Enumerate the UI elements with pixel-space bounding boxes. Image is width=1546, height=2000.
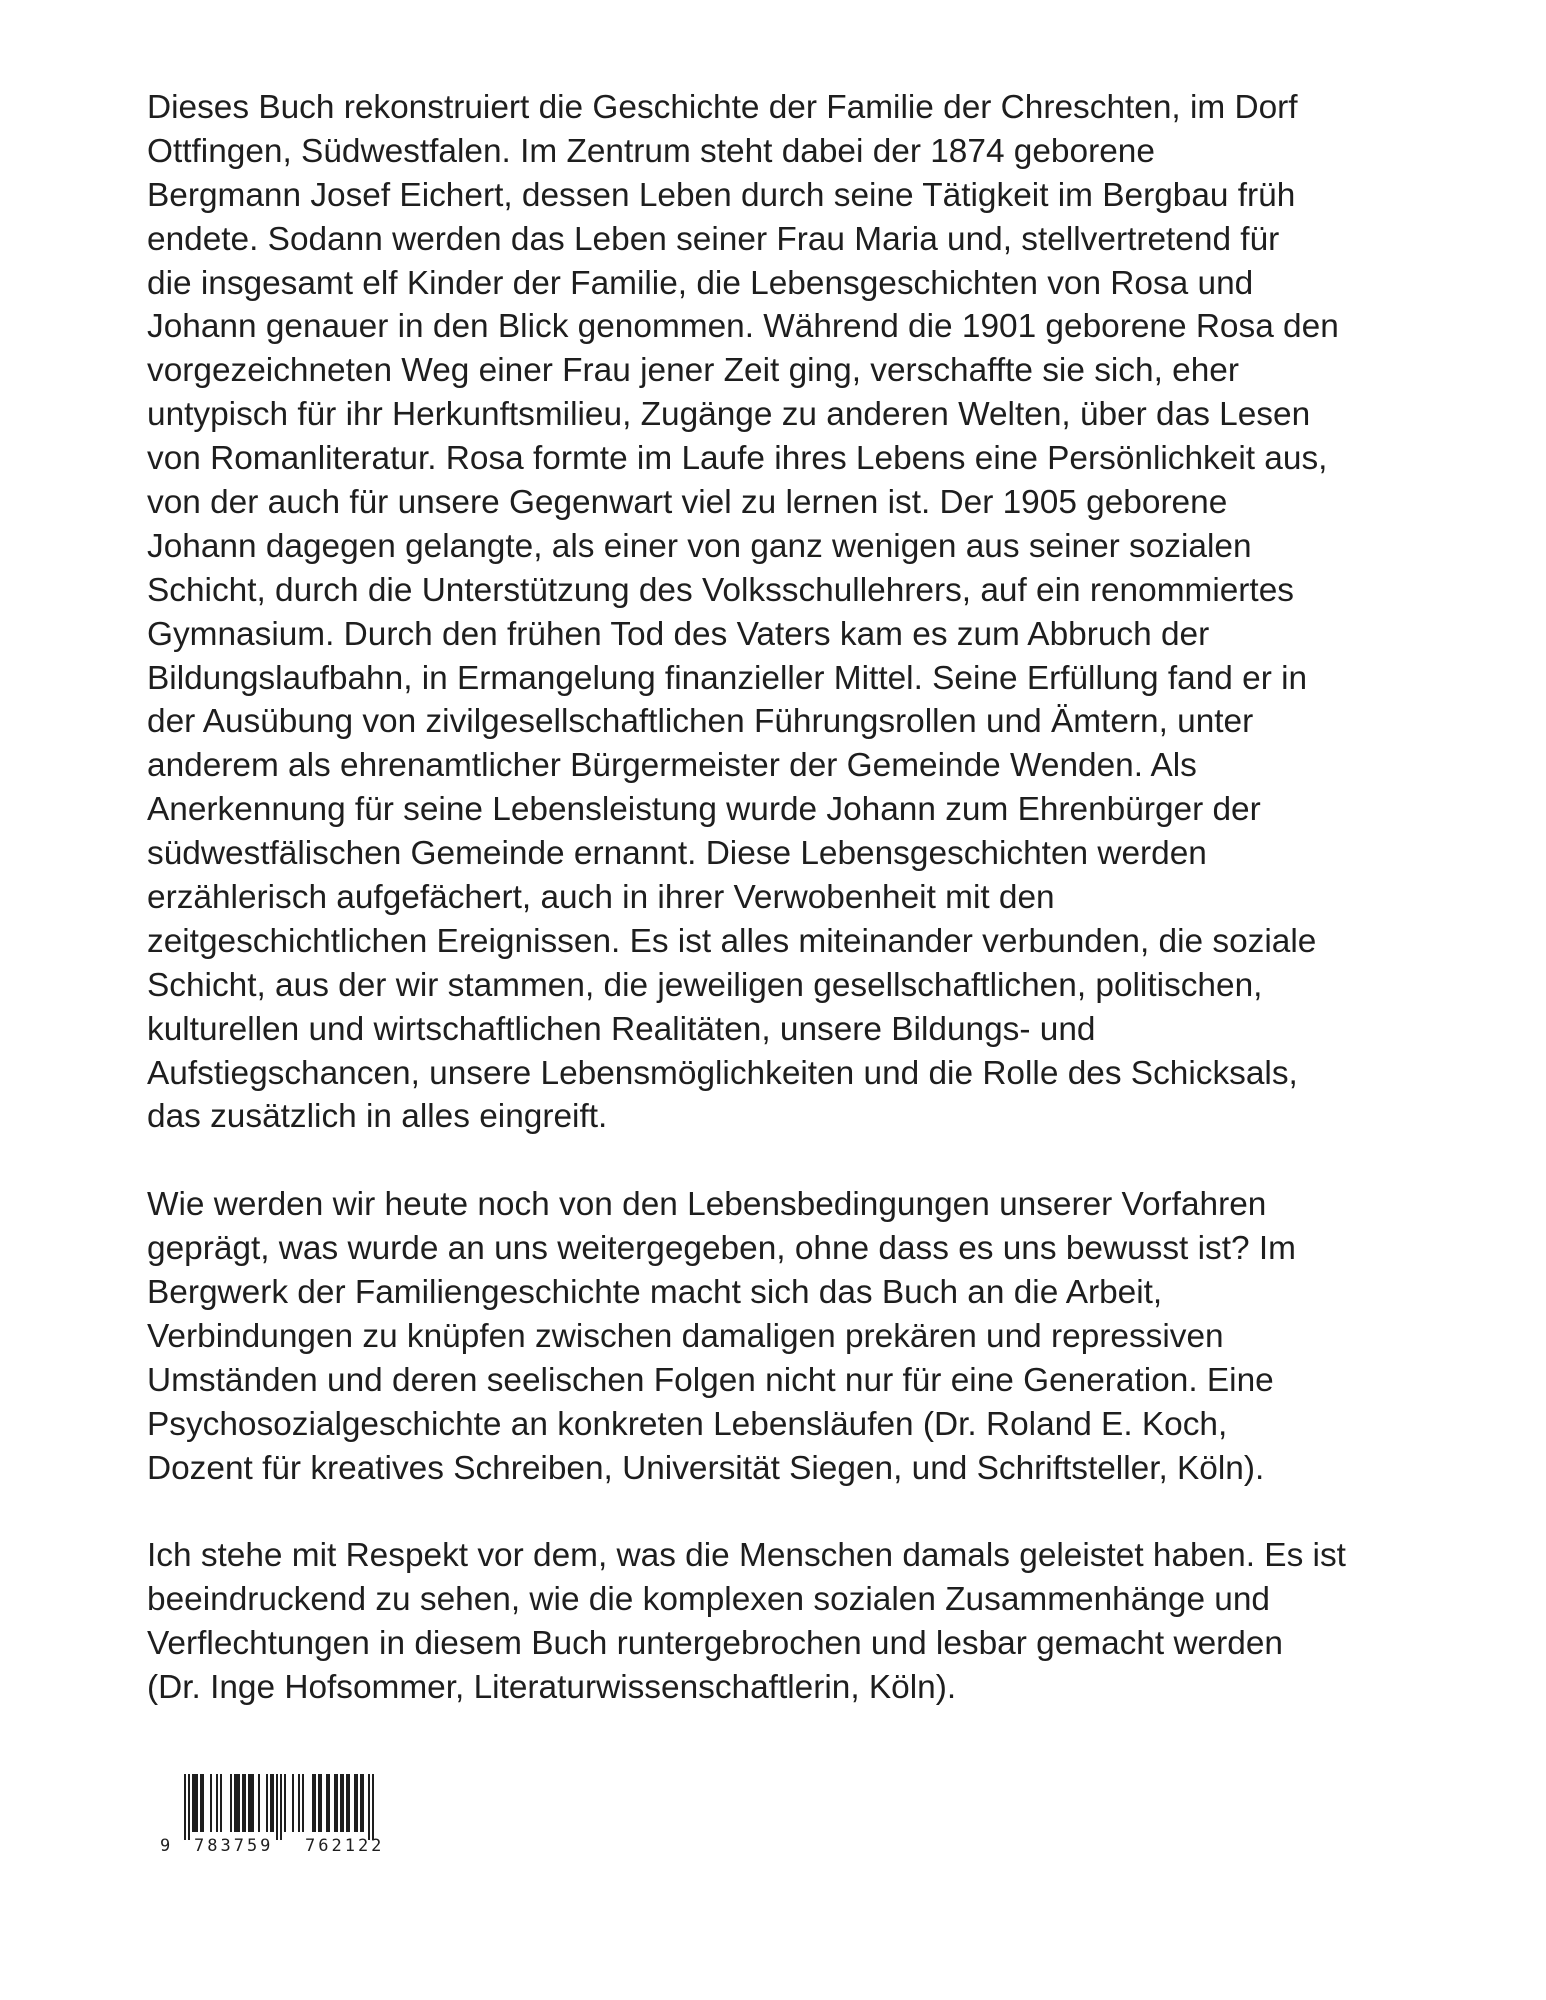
barcode-bar	[188, 1774, 190, 1840]
text-line: vorgezeichneten Weg einer Frau jener Zeit ging, verschaffte sie sich, eher	[147, 352, 1239, 390]
text-line: das zusätzlich in alles eingreift.	[147, 1098, 608, 1136]
barcode-bar	[248, 1774, 250, 1832]
barcode-bar	[200, 1774, 202, 1832]
text-line: Anerkennung für seine Lebensleistung wurde Johann zum Ehrenbürger der	[147, 791, 1261, 829]
text-line: Ottfingen, Südwestfalen. Im Zentrum steht dabei der 1874 geborene	[147, 132, 1155, 170]
barcode-bar	[284, 1774, 286, 1832]
barcode-bar	[372, 1774, 374, 1840]
barcode-bar	[210, 1774, 212, 1832]
barcode-bar	[202, 1774, 204, 1832]
barcode-bar	[314, 1774, 316, 1832]
barcode-bar	[292, 1774, 294, 1832]
paragraph-quote-hofsommer	[147, 1534, 1417, 1710]
barcode-bar	[354, 1774, 356, 1832]
barcode-bar	[356, 1774, 358, 1832]
barcode-bar	[328, 1774, 330, 1832]
barcode-digit-first: 9	[160, 1836, 171, 1856]
barcode-bar	[298, 1774, 300, 1832]
barcode-bar	[362, 1774, 364, 1832]
barcode-bar	[302, 1774, 304, 1832]
text-line: von der auch für unsere Gegenwart viel zu lernen ist. Der 1905 geborene	[147, 484, 1228, 522]
text-line: Verbindungen zu knüpfen zwischen damaligen prekären und repressiven	[147, 1317, 1224, 1355]
text-line: Schicht, aus der wir stammen, die jeweiligen gesellschaftlichen, politischen,	[147, 966, 1263, 1004]
text-line: Aufstiegschancen, unsere Lebensmöglichkeiten und die Rolle des Schicksals,	[147, 1054, 1298, 1092]
barcode-bar	[280, 1774, 282, 1840]
barcode-bar	[340, 1774, 342, 1832]
text-line: endete. Sodann werden das Leben seiner Frau Maria und, stellvertretend für	[147, 220, 1280, 258]
text-line: Johann genauer in den Blick genommen. Während die 1901 geborene Rosa den	[147, 308, 1339, 346]
barcode-bars	[160, 1774, 430, 1844]
isbn-barcode	[160, 1774, 430, 1864]
text-line: Schicht, durch die Unterstützung des Volksschullehrers, auf ein renommiertes	[147, 571, 1294, 609]
barcode-bar	[238, 1774, 240, 1832]
barcode-bar	[192, 1774, 194, 1832]
text-line: anderem als ehrenamtlicher Bürgermeister der Gemeinde Wenden. Als	[147, 747, 1197, 785]
text-line: Bergwerk der Familiengeschichte macht sich das Buch an die Arbeit,	[147, 1274, 1163, 1312]
barcode-bar	[250, 1774, 252, 1832]
barcode-bar	[266, 1774, 268, 1832]
text-line: der Ausübung von zivilgesellschaftlichen Führungsrollen und Ämtern, unter	[147, 703, 1254, 741]
text-line: untypisch für ihr Herkunftsmilieu, Zugänge zu anderen Welten, über das Lesen	[147, 396, 1311, 434]
text-line: Umständen und deren seelischen Folgen nicht nur für eine Generation. Eine	[147, 1361, 1274, 1399]
barcode-bar	[320, 1774, 322, 1832]
barcode-bar	[348, 1774, 350, 1832]
barcode-bar	[236, 1774, 238, 1832]
barcode-bar	[220, 1774, 222, 1832]
text-line: erzählerisch aufgefächert, auch in ihrer Verwobenheit mit den	[147, 879, 1055, 917]
barcode-bar	[272, 1774, 274, 1832]
text-line: Bildungslaufbahn, in Ermangelung finanzieller Mittel. Seine Erfüllung fand er in	[147, 659, 1308, 697]
text-line: (Dr. Inge Hofsommer, Literaturwissenschaftlerin, Köln).	[147, 1669, 957, 1707]
barcode-bar	[234, 1774, 236, 1832]
text-line: Wie werden wir heute noch von den Lebensbedingungen unserer Vorfahren	[147, 1186, 1267, 1224]
text-line: Dozent für kreatives Schreiben, Universität Siegen, und Schriftsteller, Köln).	[147, 1449, 1265, 1487]
text-line: Bergmann Josef Eichert, dessen Leben durch seine Tätigkeit im Bergbau früh	[147, 176, 1296, 214]
text-line: die insgesamt elf Kinder der Familie, die Lebensgeschichten von Rosa und	[147, 264, 1254, 302]
barcode-bar	[312, 1774, 314, 1832]
barcode-bar	[196, 1774, 198, 1832]
barcode-bar	[318, 1774, 320, 1832]
text-line: Gymnasium. Durch den frühen Tod des Vaters kam es zum Abbruch der	[147, 615, 1210, 653]
barcode-bar	[252, 1774, 254, 1832]
barcode-bar	[276, 1774, 278, 1840]
barcode-bar	[244, 1774, 246, 1832]
barcode-bar	[230, 1774, 232, 1832]
barcode-bar	[184, 1774, 186, 1840]
text-line: geprägt, was wurde an uns weitergegeben, ohne dass es uns bewusst ist? Im	[147, 1230, 1296, 1268]
barcode-bar	[242, 1774, 244, 1832]
barcode-bar	[346, 1774, 348, 1832]
text-line: südwestfälischen Gemeinde ernannt. Diese Lebensgeschichten werden	[147, 835, 1207, 873]
barcode-bar	[342, 1774, 344, 1832]
barcode-bar	[336, 1774, 338, 1832]
barcode-bar	[258, 1774, 260, 1832]
text-line: zeitgeschichtlichen Ereignissen. Es ist alles miteinander verbunden, die soziale	[147, 922, 1317, 960]
text-line: Ich stehe mit Respekt vor dem, was die Menschen damals geleistet haben. Es ist	[147, 1537, 1346, 1575]
text-line: von Romanliteratur. Rosa formte im Laufe ihres Lebens eine Persönlichkeit aus,	[147, 440, 1328, 478]
barcode-bar	[360, 1774, 362, 1832]
paragraph-spacer	[147, 1491, 1417, 1535]
text-line: Verflechtungen in diesem Buch runtergebrochen und lesbar gemacht werden	[147, 1625, 1283, 1663]
barcode-digits-right: 762122	[305, 1836, 385, 1856]
text-line: beeindruckend zu sehen, wie die komplexen sozialen Zusammenhänge und	[147, 1581, 1271, 1619]
text-line: Johann dagegen gelangte, als einer von ganz wenigen aus seiner sozialen	[147, 527, 1252, 565]
text-line: kulturellen und wirtschaftlichen Realitäten, unsere Bildungs- und	[147, 1010, 1096, 1048]
barcode-bar	[216, 1774, 218, 1832]
barcode-bar	[194, 1774, 196, 1832]
barcode-bar	[270, 1774, 272, 1832]
text-line: Psychosozialgeschichte an konkreten Lebensläufen (Dr. Roland E. Koch,	[147, 1405, 1228, 1443]
barcode-digits-left: 783759	[194, 1836, 274, 1856]
barcode-bar	[326, 1774, 328, 1832]
barcode-bar	[334, 1774, 336, 1832]
text-line: Dieses Buch rekonstruiert die Geschichte der Familie der Chreschten, im Dorf	[147, 89, 1298, 126]
paragraph-summary	[147, 86, 1417, 1139]
blurb-text	[147, 86, 1417, 1710]
barcode-bar	[368, 1774, 370, 1840]
paragraph-quote-koch	[147, 1183, 1417, 1490]
paragraph-spacer	[147, 1139, 1417, 1183]
